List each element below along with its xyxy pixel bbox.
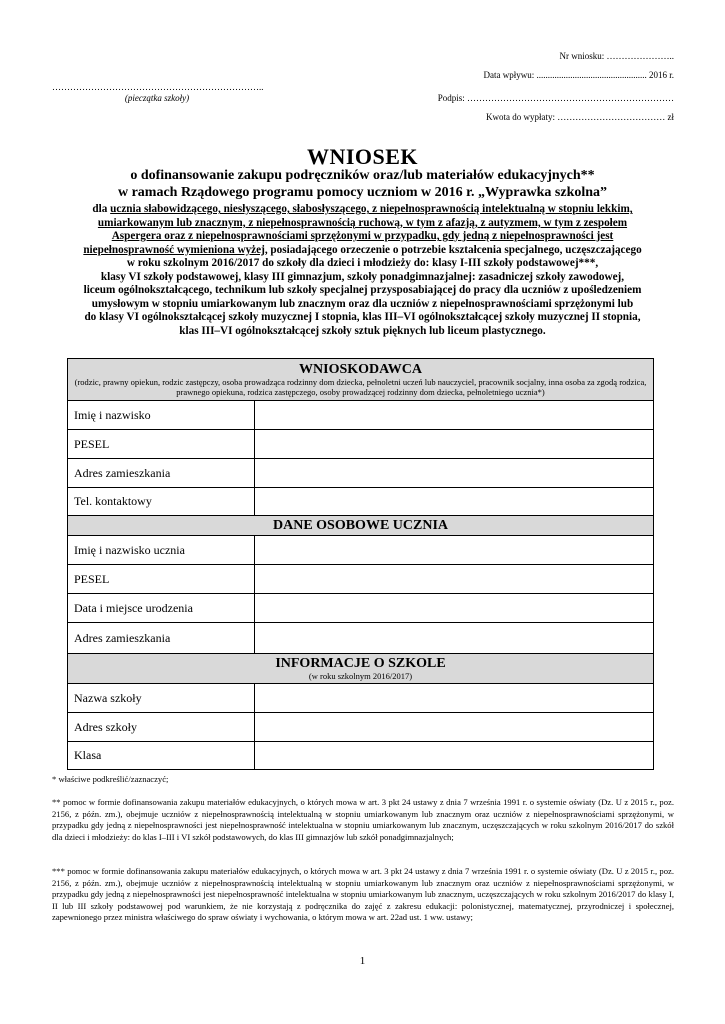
form-row: [68, 565, 654, 594]
section-title: INFORMACJE O SZKOLE: [275, 656, 446, 671]
student-pesel-field[interactable]: [255, 565, 654, 594]
kwota-line: Kwota do wypłaty: ……………………………… zł: [486, 112, 674, 122]
eligibility-line-8: umysłowym w stopniu umiarkowanym lub znacznym oraz dla uczniów z niepełnosprawnościami sprzężonymi lub: [91, 297, 634, 310]
student-name-field[interactable]: [255, 536, 654, 565]
field-label: Tel. kontaktowy: [68, 488, 255, 516]
section-header-szkola: [68, 654, 654, 684]
eligibility-line-6: klasy VI szkoły podstawowej, klasy III gimnazjum, szkoły ponadgimnazjalnej: zasadniczej szkoły zawodowej,: [100, 270, 625, 283]
section-title: DANE OSOBOWE UCZNIA: [272, 518, 449, 533]
section-note: (rodzic, prawny opiekun, rodzic zastępczy, osoba prowadząca rodzinny dom dziecka, pełnoletni uczeń lub nauczyciel, pracownik socjalny, inna osoba za zgodą rodzica, prawnego opiekuna, rodzica zastępczego, osoby prowadzącej rodzinny dom dziecka, pełnoletniego ucznia*): [74, 377, 647, 397]
title-line-1: o dofinansowanie zakupu podręczników oraz/lub materiałów edukacyjnych**: [130, 168, 595, 183]
field-label: Adres zamieszkania: [68, 623, 255, 654]
form-row: [68, 401, 654, 430]
title-line-2: w ramach Rządowego programu pomocy uczniom w 2016 r. „Wyprawka szkolna”: [117, 185, 608, 200]
form-row: [68, 684, 654, 713]
applicant-address-field[interactable]: [255, 459, 654, 488]
page-number: 1: [359, 955, 366, 967]
field-label: PESEL: [68, 565, 255, 594]
stamp-dots: ……………………………………………………………..: [52, 82, 264, 92]
section-title: WNIOSKODAWCA: [299, 362, 422, 377]
field-label: Imię i nazwisko ucznia: [68, 536, 255, 565]
applicant-phone-field[interactable]: [255, 488, 654, 516]
school-class-field[interactable]: [255, 742, 654, 770]
student-address-field[interactable]: [255, 623, 654, 654]
form-row: [68, 459, 654, 488]
field-label: Data i miejsce urodzenia: [68, 594, 255, 623]
form-row: [68, 713, 654, 742]
eligibility-line-10: klas III–VI ogólnokształcącej szkoły sztuk pięknych lub liceum plastycznego.: [179, 324, 546, 337]
footnote-3: *** pomoc w formie dofinansowania zakupu materiałów edukacyjnych, o których mowa w art. 3 pkt 24 ustawy z dnia 7 września 1991 r. o systemie oświaty (Dz. U z 2015 r., poz. 2156, z późn. zm.), obejmuje uczniów z niepełnosprawnością intelektualną w stopniu umiarkowanym lub znacznym oraz uczniów z niepełnosprawnościami sprzężonymi, w przypadku gdy jedną z niepełnosprawności jest niepełnosprawność intelektualna w stopniu umiarkowanym lub znacznym, uczęszczających w roku szkolnym 2016/2017 do klasy I, II lub III szkoły podstawowej pod warunkiem, że nie korzystają z podręcznika do zajęć z zakresu edukacji: polonistycznej, matematycznej, przyrodniczej i społecznej, zapewnionego przez ministra właściwego do spraw oświaty i wychowania, o którym mowa w art. 22ad ust. 1 ww. ustawy;: [52, 866, 674, 922]
applicant-pesel-field[interactable]: [255, 430, 654, 459]
form-row: [68, 536, 654, 565]
section-header-wnioskodawca: [68, 359, 654, 401]
stamp-label: (pieczątka szkoły): [124, 93, 190, 103]
field-label: Nazwa szkoły: [68, 684, 255, 713]
eligibility-line-9: do klasy VI ogólnokształcącej szkoły muzycznej I stopnia, klas III–VI ogólnokształcącej szkoły muzycznej II stopnia,: [84, 311, 641, 323]
school-address-field[interactable]: [255, 713, 654, 742]
eligibility-line-7: liceum ogólnokształcącego, technikum lub szkoły specjalnej przysposabiającej do pracy dla uczniów z upośledzeniem: [83, 284, 642, 296]
form-row: [68, 623, 654, 654]
field-label: PESEL: [68, 430, 255, 459]
eligibility-line-4: niepełnosprawność wymieniona wyżej, posiadającego orzeczenie o potrzebie kształcenia specjalnego, uczęszczającego: [83, 243, 642, 256]
eligibility-line-3: Aspergera oraz z niepełnosprawnościami sprzężonymi w przypadku, gdy jedną z niepełnosprawności jest: [111, 230, 614, 242]
applicant-name-field[interactable]: [255, 401, 654, 430]
eligibility-line-1: dla ucznia słabowidzącego, niesłyszącego, słabosłyszącego, z niepełnosprawnością intelektualną w stopniu lekkim,: [92, 203, 633, 215]
eligibility-line-5: w roku szkolnym 2016/2017 do szkoły dla dzieci i młodzieży do: klasy I-III szkoły podstawowej***,: [126, 257, 599, 269]
student-birth-field[interactable]: [255, 594, 654, 623]
footnote-1: * właściwe podkreślić/zaznaczyć;: [52, 774, 169, 784]
section-header-uczen: [68, 516, 654, 536]
field-label: Adres szkoły: [68, 713, 255, 742]
data-wplywu: Data wpływu: ................................................. 2016 r.: [483, 70, 674, 80]
podpis-line: Podpis: ……………………………………………………………: [437, 93, 674, 103]
form-row: [68, 430, 654, 459]
form-row: [68, 742, 654, 770]
school-name-field[interactable]: [255, 684, 654, 713]
form-row: [68, 488, 654, 516]
field-label: Imię i nazwisko: [68, 401, 255, 430]
field-label: Klasa: [68, 742, 255, 770]
application-form-table: [67, 358, 654, 770]
form-row: [68, 594, 654, 623]
nr-wniosku: Nr wniosku: …………………..: [559, 51, 674, 61]
section-note: (w roku szkolnym 2016/2017): [308, 671, 413, 681]
footnote-2: ** pomoc w formie dofinansowania zakupu materiałów edukacyjnych, o których mowa w art. 3 pkt 24 ustawy z dnia 7 września 1991 r. o systemie oświaty (Dz. U z 2015 r., poz. 2156, z późn. zm.), obejmuje uczniów z niepełnosprawnością intelektualną w stopniu umiarkowanym lub znacznym oraz uczniów z niepełnosprawnościami sprzężonymi, w przypadku gdy jedną z niepełnosprawności jest niepełnosprawność intelektualna w stopniu umiarkowanym lub znacznym, uczęszczających w roku szkolnym 2016/2017 do szkół dla dzieci i młodzieży: do klas I–III i VI szkół podstawowych, do klas III gimnazjów lub szkół ponadgimnazjalnych;: [52, 797, 674, 842]
document-title: WNIOSEK: [306, 144, 419, 169]
field-label: Adres zamieszkania: [68, 459, 255, 488]
eligibility-line-2: umiarkowanym lub znacznym, z niepełnosprawnością ruchową, w tym z afazją, z autyzmem, w tym z zespołem: [97, 216, 628, 229]
